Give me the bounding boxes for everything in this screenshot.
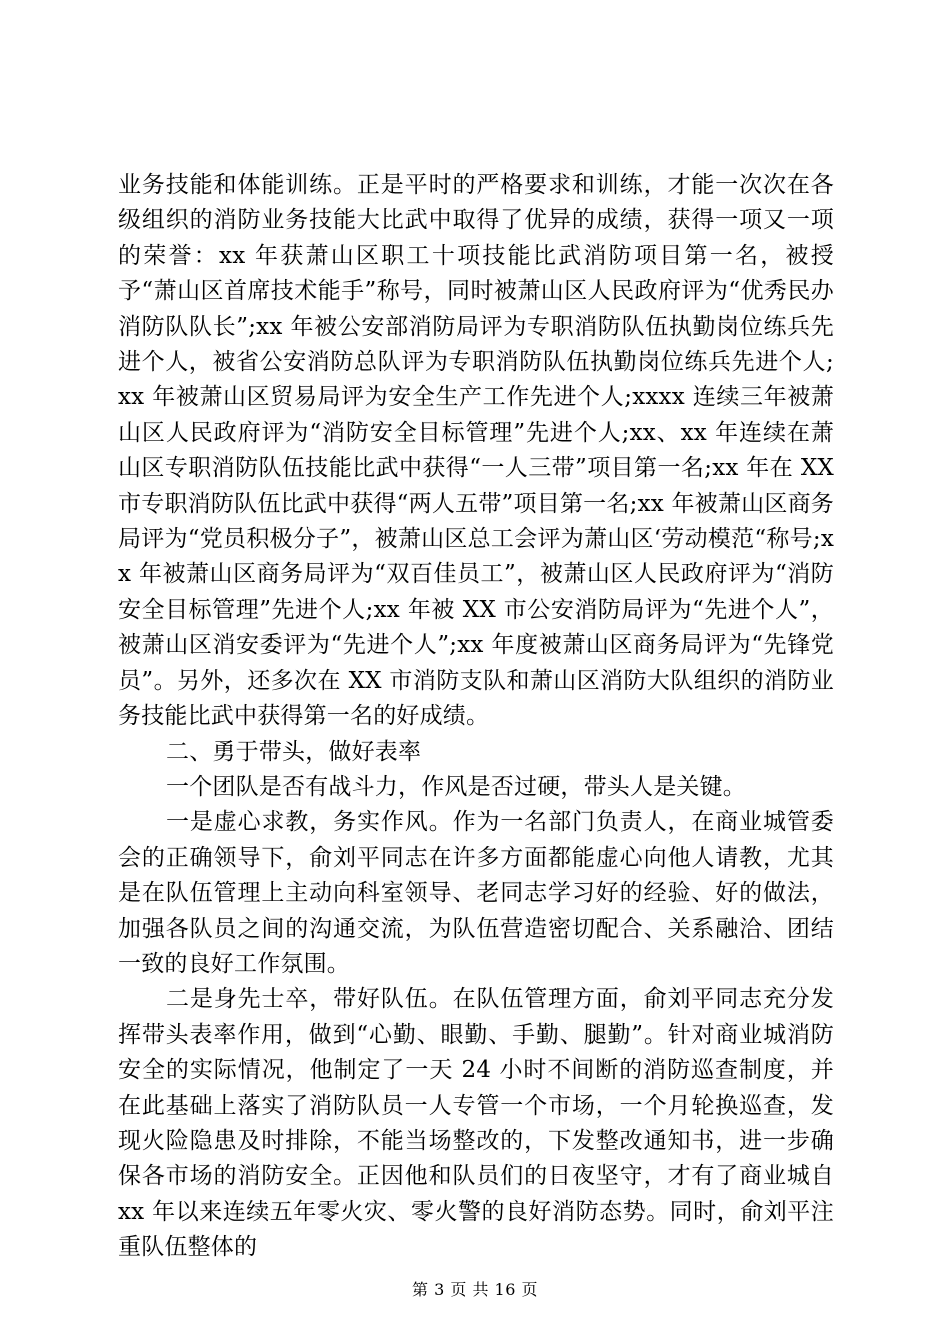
paragraph-honors: 业务技能和体能训练。正是平时的严格要求和训练，才能一次次在各级组织的消防业务技能大比武中取得了优异的成绩，获得一项又一项的荣誉：xx 年获萧山区职工十项技能比武消防项目第一名，被授予“萧山区首席技术能手”称号，同时被萧山区人民政府评为“优秀民办消防队队长”;xx 年被公安部消防局评为专职消防队伍执勤岗位练兵先进个人，被省公安消防总队评为专职消防队伍执勤岗位练兵先进个人;xx 年被萧山区贸易局评为安全生产工作先进个人;xxxx 连续三年被萧山区人民政府评为“消防安全目标管理”先进个人;xx、xx 年连续在萧山区专职消防队伍技能比武中获得“一人三带”项目第一名;xx 年在 XX 市专职消防队伍比武中获得“两人五带”项目第一名;xx 年被萧山区商务局评为“党员积极分子”，被萧山区总工会评为萧山区‘劳动模范“称号;xx 年被萧山区商务局评为“双百佳员工”，被萧山区人民政府评为“消防安全目标管理”先进个人;xx 年被 XX 市公安消防局评为“先进个人”，被萧山区消安委评为“先进个人”;xx 年度被萧山区商务局评为“先锋党员”。另外，还多次在 XX 市消防支队和萧山区消防大队组织的消防业务技能比武中获得第一名的好成绩。: [118, 172, 834, 730]
paragraph-intro: 一个团队是否有战斗力，作风是否过硬，带头人是关键。: [166, 773, 746, 800]
body-text: [118, 168, 834, 1266]
section-heading: 二、勇于带头，做好表率: [166, 738, 422, 765]
page-number: 第 3 页 共 16 页: [412, 1280, 538, 1299]
paragraph-point-two: 二是身先士卒，带好队伍。在队伍管理方面，俞刘平同志充分发挥带头表率作用，做到“心勤、眼勤、手勤、腿勤”。针对商业城消防安全的实际情况，他制定了一天 24 小时不间断的消防巡查制度，并在此基础上落实了消防队员一人专管一个市场，一个月轮换巡查，发现火险隐患及时排除，不能当场整改的，下发整改通知书，进一步确保各市场的消防安全。正因他和队员们的日夜坚守，才有了商业城自 xx 年以来连续五年零火灾、零火警的良好消防态势。同时，俞刘平注重队伍整体的: [118, 986, 834, 1261]
paragraph-point-one: 一是虚心求教，务实作风。作为一名部门负责人，在商业城管委会的正确领导下，俞刘平同志在许多方面都能虚心向他人请教，尤其是在队伍管理上主动向科室领导、老同志学习好的经验、好的做法，加强各队员之间的沟通交流，为队伍营造密切配合、关系融洽、团结一致的良好工作氛围。: [118, 809, 834, 977]
